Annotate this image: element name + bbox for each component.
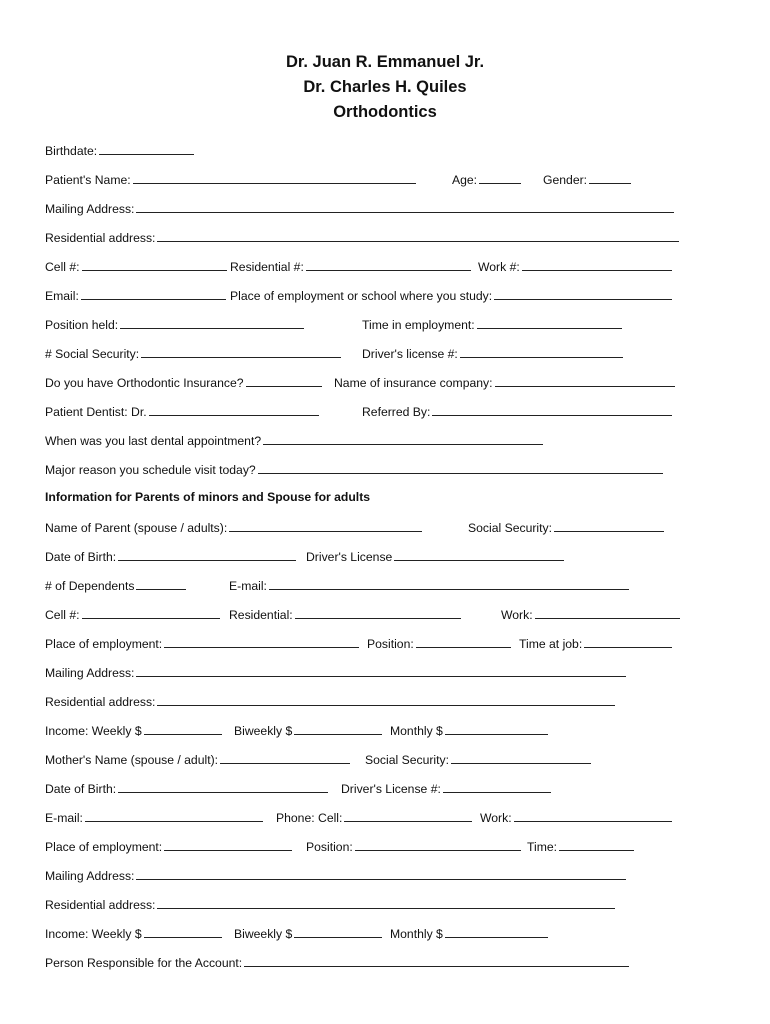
mother-ssn-label: Social Security: <box>365 753 449 767</box>
mother-license-label: Driver's License #: <box>341 782 441 796</box>
insurance-question-label: Do you have Orthodontic Insurance? <box>45 376 244 390</box>
mother-residential-address-label: Residential address: <box>45 898 156 912</box>
parent-name-label: Name of Parent (spouse / adults): <box>45 521 228 535</box>
birthdate-field[interactable] <box>99 142 194 155</box>
residential-address-label: Residential address: <box>45 231 156 245</box>
ssn-label: # Social Security: <box>45 347 140 361</box>
parent-dob-label: Date of Birth: <box>45 550 117 564</box>
email-field[interactable] <box>81 287 226 300</box>
parent-email-field[interactable] <box>269 577 629 590</box>
mother-phone-cell-label: Phone: Cell: <box>276 811 343 825</box>
position-field[interactable] <box>120 316 304 329</box>
last-appointment-field[interactable] <box>263 432 543 445</box>
mother-work-label: Work: <box>480 811 512 825</box>
position-label: Position held: <box>45 318 119 332</box>
parent-license-field[interactable] <box>394 548 564 561</box>
mother-email-field[interactable] <box>85 809 263 822</box>
mother-time-field[interactable] <box>559 838 634 851</box>
email-label: Email: <box>45 289 79 303</box>
employment-label: Place of employment or school where you study: <box>230 289 493 303</box>
mother-biweekly-label: Biweekly $ <box>234 927 293 941</box>
mother-phone-cell-field[interactable] <box>344 809 472 822</box>
patient-name-label: Patient's Name: <box>45 173 131 187</box>
parent-cell-field[interactable] <box>82 606 220 619</box>
mother-dob-label: Date of Birth: <box>45 782 117 796</box>
mother-license-field[interactable] <box>443 780 551 793</box>
mother-mailing-field[interactable] <box>136 867 626 880</box>
employment-field[interactable] <box>494 287 672 300</box>
parent-ssn-label: Social Security: <box>468 521 552 535</box>
mother-time-label: Time: <box>527 840 558 854</box>
dependents-field[interactable] <box>136 577 186 590</box>
insurance-company-field[interactable] <box>495 374 675 387</box>
parent-dob-field[interactable] <box>118 548 296 561</box>
parent-residential-label: Residential: <box>229 608 293 622</box>
time-at-job-field[interactable] <box>584 635 672 648</box>
license-label: Driver's license #: <box>362 347 458 361</box>
time-employment-label: Time in employment: <box>362 318 475 332</box>
parent-mailing-label: Mailing Address: <box>45 666 135 680</box>
mother-monthly-field[interactable] <box>445 925 548 938</box>
gender-field[interactable] <box>589 171 631 184</box>
mailing-label: Mailing Address: <box>45 202 135 216</box>
patient-name-field[interactable] <box>133 171 416 184</box>
reason-label: Major reason you schedule visit today? <box>45 463 256 477</box>
mother-name-label: Mother's Name (spouse / adult): <box>45 753 219 767</box>
residential-address-field[interactable] <box>157 229 679 242</box>
age-field[interactable] <box>479 171 521 184</box>
mother-email-label: E-mail: <box>45 811 83 825</box>
parent-position-label: Position: <box>367 637 414 651</box>
parent-position-field[interactable] <box>416 635 511 648</box>
mother-monthly-label: Monthly $ <box>390 927 443 941</box>
parent-employment-label: Place of employment: <box>45 637 163 651</box>
insurance-company-label: Name of insurance company: <box>334 376 493 390</box>
mother-employment-field[interactable] <box>164 838 292 851</box>
work-label: Work #: <box>478 260 520 274</box>
parent-monthly-field[interactable] <box>445 722 548 735</box>
responsible-label: Person Responsible for the Account: <box>45 956 243 970</box>
parent-email-label: E-mail: <box>229 579 267 593</box>
license-field[interactable] <box>460 345 623 358</box>
parent-residential-address-field[interactable] <box>157 693 615 706</box>
mother-biweekly-field[interactable] <box>294 925 382 938</box>
parent-mailing-field[interactable] <box>136 664 626 677</box>
age-label: Age: <box>452 173 478 187</box>
doctor-name-2: Dr. Charles H. Quiles <box>303 78 467 96</box>
gender-label: Gender: <box>543 173 588 187</box>
cell-field[interactable] <box>82 258 227 271</box>
residential-phone-label: Residential #: <box>230 260 304 274</box>
referred-label: Referred By: <box>362 405 431 419</box>
mailing-field[interactable] <box>136 200 674 213</box>
parent-biweekly-field[interactable] <box>294 722 382 735</box>
residential-phone-field[interactable] <box>306 258 471 271</box>
parent-name-field[interactable] <box>229 519 422 532</box>
mother-income-weekly-field[interactable] <box>144 925 222 938</box>
mother-residential-address-field[interactable] <box>157 896 615 909</box>
mother-dob-field[interactable] <box>118 780 328 793</box>
parent-monthly-label: Monthly $ <box>390 724 443 738</box>
parent-residential-address-label: Residential address: <box>45 695 156 709</box>
dentist-label: Patient Dentist: Dr. <box>45 405 147 419</box>
reason-field[interactable] <box>258 461 663 474</box>
responsible-field[interactable] <box>244 954 629 967</box>
parent-work-label: Work: <box>501 608 533 622</box>
parent-income-weekly-label: Income: Weekly $ <box>45 724 142 738</box>
parent-biweekly-label: Biweekly $ <box>234 724 293 738</box>
form-header <box>0 50 770 125</box>
ssn-field[interactable] <box>141 345 341 358</box>
parent-cell-label: Cell #: <box>45 608 80 622</box>
mother-income-weekly-label: Income: Weekly $ <box>45 927 142 941</box>
parent-ssn-field[interactable] <box>554 519 664 532</box>
insurance-answer-field[interactable] <box>246 374 322 387</box>
cell-label: Cell #: <box>45 260 80 274</box>
dependents-label: # of Dependents <box>45 579 135 593</box>
mother-mailing-label: Mailing Address: <box>45 869 135 883</box>
time-at-job-label: Time at job: <box>519 637 583 651</box>
practice-name: Orthodontics <box>333 103 437 121</box>
parent-income-weekly-field[interactable] <box>144 722 222 735</box>
referred-field[interactable] <box>432 403 672 416</box>
work-field[interactable] <box>522 258 672 271</box>
parent-license-label: Driver's License <box>306 550 393 564</box>
parent-employment-field[interactable] <box>164 635 359 648</box>
mother-ssn-field[interactable] <box>451 751 591 764</box>
birthdate-label: Birthdate: <box>45 144 98 158</box>
last-appointment-label: When was you last dental appointment? <box>45 434 262 448</box>
parent-work-field[interactable] <box>535 606 680 619</box>
mother-position-label: Position: <box>306 840 353 854</box>
mother-name-field[interactable] <box>220 751 350 764</box>
time-employment-field[interactable] <box>477 316 622 329</box>
mother-position-field[interactable] <box>355 838 521 851</box>
dentist-field[interactable] <box>149 403 319 416</box>
mother-work-field[interactable] <box>514 809 672 822</box>
parent-residential-field[interactable] <box>295 606 461 619</box>
doctor-name-1: Dr. Juan R. Emmanuel Jr. <box>285 53 485 71</box>
mother-employment-label: Place of employment: <box>45 840 163 854</box>
